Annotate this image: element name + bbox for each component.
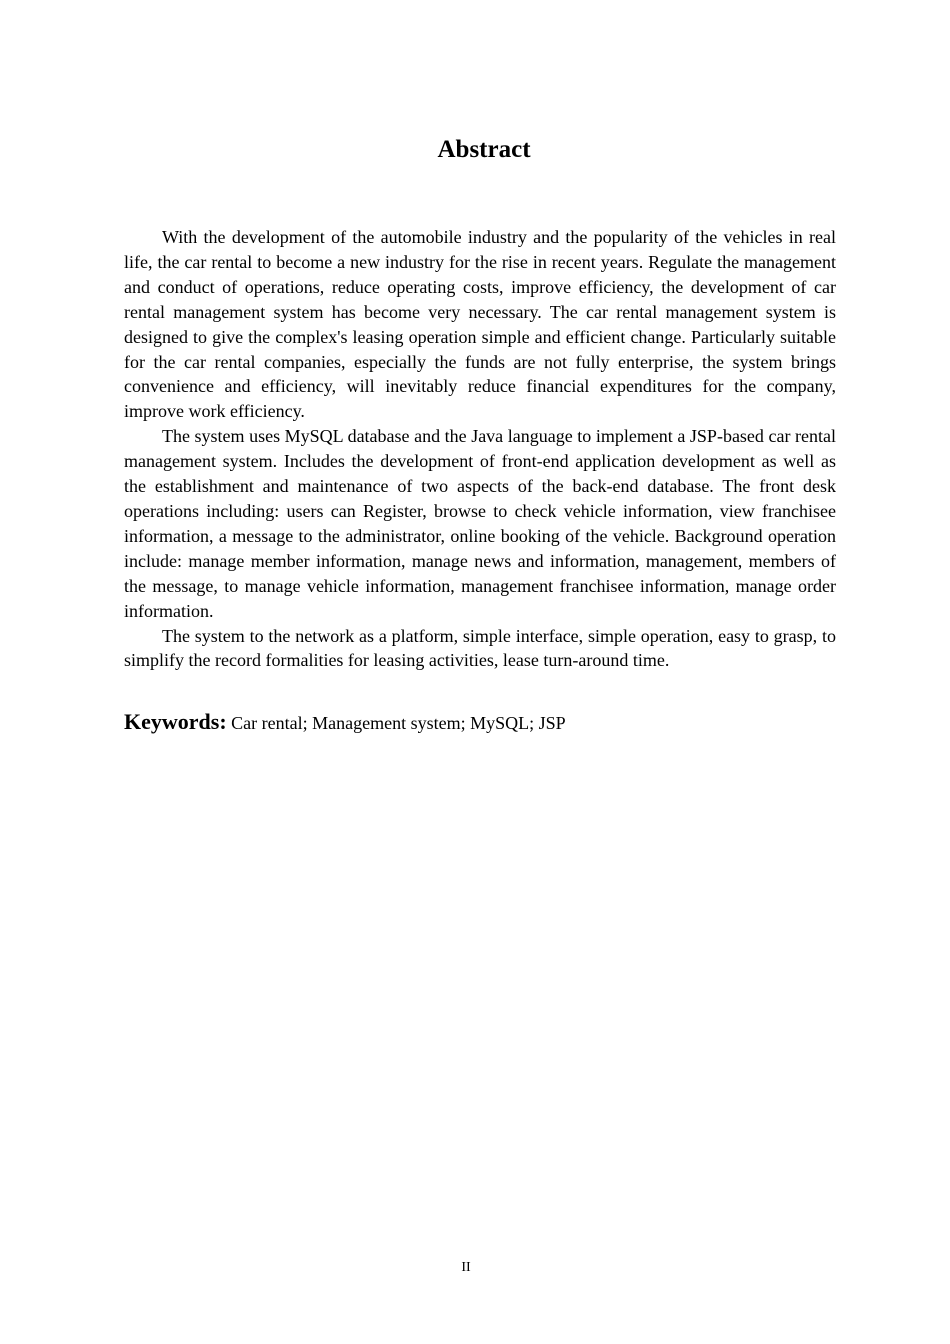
abstract-paragraph-3: The system to the network as a platform, simple interface, simple operation, easy to grasp, to simplify the record formalities for leasing activities, lease turn-around time. [124, 625, 836, 671]
page-number: II [461, 1260, 471, 1275]
keywords-text: Car rental; Management system; MySQL; JSP [231, 713, 566, 733]
abstract-paragraph-2: The system uses MySQL database and the Java language to implement a JSP-based car rental management system. Includes the development of front-end application development as well as the establishment and maintenance of two aspects of the back-end database. The front desk operations including: users can Register, browse to check vehicle information, view franchisee information, a message to the administrator, online booking of the vehicle. Background operation include: manage member information, manage news and information, management, members of the message, to manage vehicle information, management franchisee information, manage order information. [124, 426, 836, 621]
abstract-paragraph-1: With the development of the automobile industry and the popularity of the vehicles in real life, the car rental to become a new industry for the rise in recent years. Regulate the management and conduct of operations, reduce operating costs, improve efficiency, the development of car rental management system has become very necessary. The car rental management system is designed to give the complex's leasing operation simple and efficient change. Particularly suitable for the car rental companies, especially the funds are not fully enterprise, the system brings convenience and efficiency, will inevitably reduce financial expenditures for the company, improve work efficiency. [124, 227, 836, 422]
abstract-body [124, 225, 836, 673]
abstract-title: Abstract [437, 136, 531, 163]
keywords-line [124, 708, 836, 737]
keywords-label: Keywords: [124, 709, 227, 734]
